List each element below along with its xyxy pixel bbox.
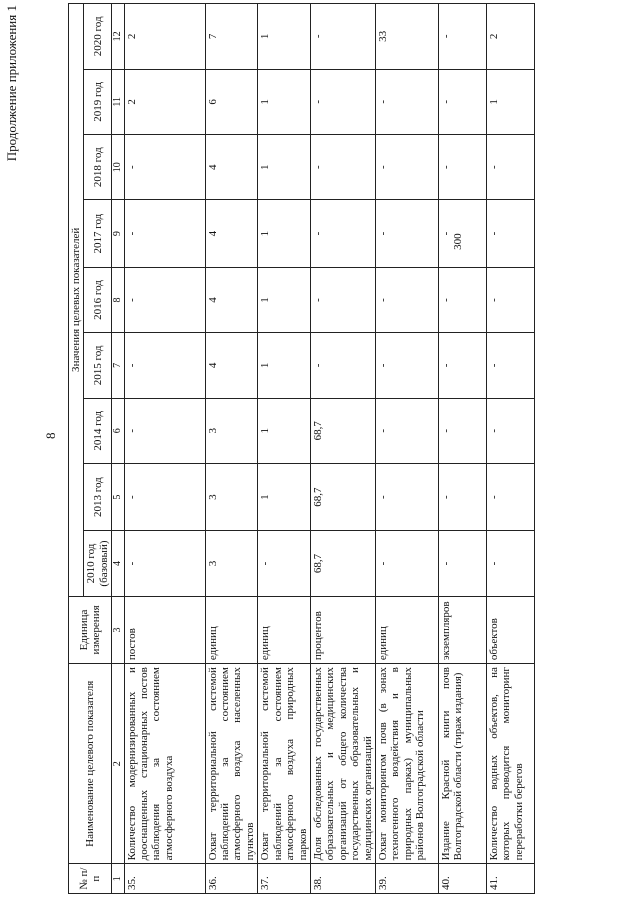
indicator-value: 1 xyxy=(487,69,535,134)
indicator-value: - xyxy=(439,4,487,70)
header-row-top xyxy=(69,4,84,894)
indicator-value: - xyxy=(124,333,205,398)
indicator-value: 2 xyxy=(124,4,205,70)
header-year: 2015 год xyxy=(84,333,112,398)
page-number: 8 xyxy=(43,432,58,439)
indicator-value: - xyxy=(376,267,439,332)
column-index: 4 xyxy=(112,531,124,596)
row-number: 39. xyxy=(376,864,439,894)
indicator-value: - xyxy=(310,4,375,70)
indicator-value: - xyxy=(439,135,487,200)
indicator-value-dash: - xyxy=(440,231,453,236)
indicator-unit: единиц xyxy=(258,596,311,663)
indicator-unit: единиц xyxy=(205,596,258,663)
indicator-value: 1 xyxy=(258,463,311,530)
column-index: 3 xyxy=(112,596,124,663)
indicator-value: - xyxy=(310,135,375,200)
row-number: 37. xyxy=(258,864,311,894)
column-index-row xyxy=(112,4,124,894)
indicator-value: - xyxy=(310,333,375,398)
header-year: 2017 год xyxy=(84,200,112,267)
indicator-value: - xyxy=(124,531,205,596)
indicator-value: 1 xyxy=(258,135,311,200)
indicator-name: Охват территориальной системой наблюдений за состоянием атмосферного воздуха природных парков xyxy=(258,664,311,864)
indicator-value xyxy=(439,200,487,267)
indicator-value: - xyxy=(124,398,205,463)
indicator-value: 3 xyxy=(205,531,258,596)
indicator-value: 33 xyxy=(376,4,439,70)
indicator-value: - xyxy=(439,463,487,530)
indicator-value: 68,7 xyxy=(310,463,375,530)
column-index: 11 xyxy=(112,69,124,134)
indicator-value: - xyxy=(124,463,205,530)
header-values-group: Значения целевых показателей xyxy=(69,4,84,597)
header-num: № п/п xyxy=(69,864,112,894)
indicator-unit: процентов xyxy=(310,596,375,663)
table-row xyxy=(124,4,205,894)
indicator-value: 68,7 xyxy=(310,398,375,463)
indicator-name: Издание Красной книги почв Волгоградской области (тираж издания) xyxy=(439,664,487,864)
table-row xyxy=(310,4,375,894)
indicator-value: - xyxy=(487,200,535,267)
column-index: 2 xyxy=(112,664,124,864)
indicator-value: - xyxy=(487,135,535,200)
header-year: 2020 год xyxy=(84,4,112,70)
row-number: 40. xyxy=(439,864,487,894)
header-year: 2014 год xyxy=(84,398,112,463)
indicator-value: 4 xyxy=(205,267,258,332)
indicator-value: 1 xyxy=(258,200,311,267)
indicator-value: - xyxy=(310,69,375,134)
header-name: Наименование целевого показателя xyxy=(69,664,112,864)
indicator-value: 7 xyxy=(205,4,258,70)
indicator-name: Количество водных объектов, на которых проводится мониторинг переработки берегов xyxy=(487,664,535,864)
column-index: 5 xyxy=(112,463,124,530)
indicator-value: - xyxy=(439,333,487,398)
indicator-value: - xyxy=(124,267,205,332)
table-row xyxy=(258,4,311,894)
indicator-value: 68,7 xyxy=(310,531,375,596)
indicator-value: - xyxy=(487,333,535,398)
column-index: 10 xyxy=(112,135,124,200)
header-year: 2013 год xyxy=(84,463,112,530)
indicator-value: 2 xyxy=(124,69,205,134)
indicator-value: - xyxy=(376,69,439,134)
indicator-value: - xyxy=(258,531,311,596)
indicator-value-extra: 300 xyxy=(452,233,465,250)
indicator-name: Количество модернизированных и дооснащенных стационарных постов наблюдения за состоянием атмосферного воздуха xyxy=(124,664,205,864)
row-number: 35. xyxy=(124,864,205,894)
indicator-value: - xyxy=(487,267,535,332)
indicator-value: - xyxy=(376,531,439,596)
indicator-value: 1 xyxy=(258,398,311,463)
indicator-value: 4 xyxy=(205,200,258,267)
table-row xyxy=(487,4,535,894)
indicator-name: Охват мониторингом почв (в зонах техногенного воздействия и в природных парках) муниципальных районов Волгоградской области xyxy=(376,664,439,864)
column-index: 12 xyxy=(112,4,124,70)
table-row xyxy=(376,4,439,894)
indicator-value: 2 xyxy=(487,4,535,70)
indicator-value: - xyxy=(310,200,375,267)
indicator-value: - xyxy=(376,333,439,398)
indicator-unit: единиц xyxy=(376,596,439,663)
header-year: 2018 год xyxy=(84,135,112,200)
indicator-value: 6 xyxy=(205,69,258,134)
table-row xyxy=(205,4,258,894)
indicator-value: 4 xyxy=(205,333,258,398)
indicator-value: - xyxy=(439,69,487,134)
row-number: 38. xyxy=(310,864,375,894)
target-indicators-table xyxy=(68,3,535,894)
indicator-value: - xyxy=(487,398,535,463)
indicator-value: - xyxy=(310,267,375,332)
indicator-value: - xyxy=(376,135,439,200)
indicator-value: - xyxy=(376,200,439,267)
indicator-value: 1 xyxy=(258,267,311,332)
header-year: 2019 год xyxy=(84,69,112,134)
indicator-unit: экземпляров xyxy=(439,596,487,663)
indicator-value: - xyxy=(439,398,487,463)
header-unit: Единица измерения xyxy=(69,596,112,663)
header-year: 2016 год xyxy=(84,267,112,332)
row-number: 36. xyxy=(205,864,258,894)
indicator-value: - xyxy=(487,531,535,596)
indicator-value: - xyxy=(124,135,205,200)
indicator-name: Доля обследованных государственных образовательных и медицинских организаций от общего количества государственных образовательных и медицинских организаций xyxy=(310,664,375,864)
header-year: 2010 год (базовый) xyxy=(84,531,112,596)
indicator-name: Охват территориальной системой наблюдений за состоянием атмосферного воздуха населенных пунктов xyxy=(205,664,258,864)
indicator-value: 3 xyxy=(205,398,258,463)
indicator-value: 1 xyxy=(258,4,311,70)
column-index: 7 xyxy=(112,333,124,398)
appendix-note: Продолжение приложения 1 xyxy=(4,5,19,162)
indicator-value: 3 xyxy=(205,463,258,530)
table-row xyxy=(439,4,487,894)
column-index: 1 xyxy=(112,864,124,894)
indicator-value: - xyxy=(487,463,535,530)
column-index: 9 xyxy=(112,200,124,267)
column-index: 6 xyxy=(112,398,124,463)
indicator-value: - xyxy=(376,463,439,530)
indicator-value: - xyxy=(439,267,487,332)
row-number: 41. xyxy=(487,864,535,894)
indicator-unit: объектов xyxy=(487,596,535,663)
indicator-value: 1 xyxy=(258,333,311,398)
indicator-value: 1 xyxy=(258,69,311,134)
indicator-value: - xyxy=(124,200,205,267)
column-index: 8 xyxy=(112,267,124,332)
indicator-value: - xyxy=(376,398,439,463)
indicator-value: 4 xyxy=(205,135,258,200)
indicator-unit: постов xyxy=(124,596,205,663)
indicator-value: - xyxy=(439,531,487,596)
